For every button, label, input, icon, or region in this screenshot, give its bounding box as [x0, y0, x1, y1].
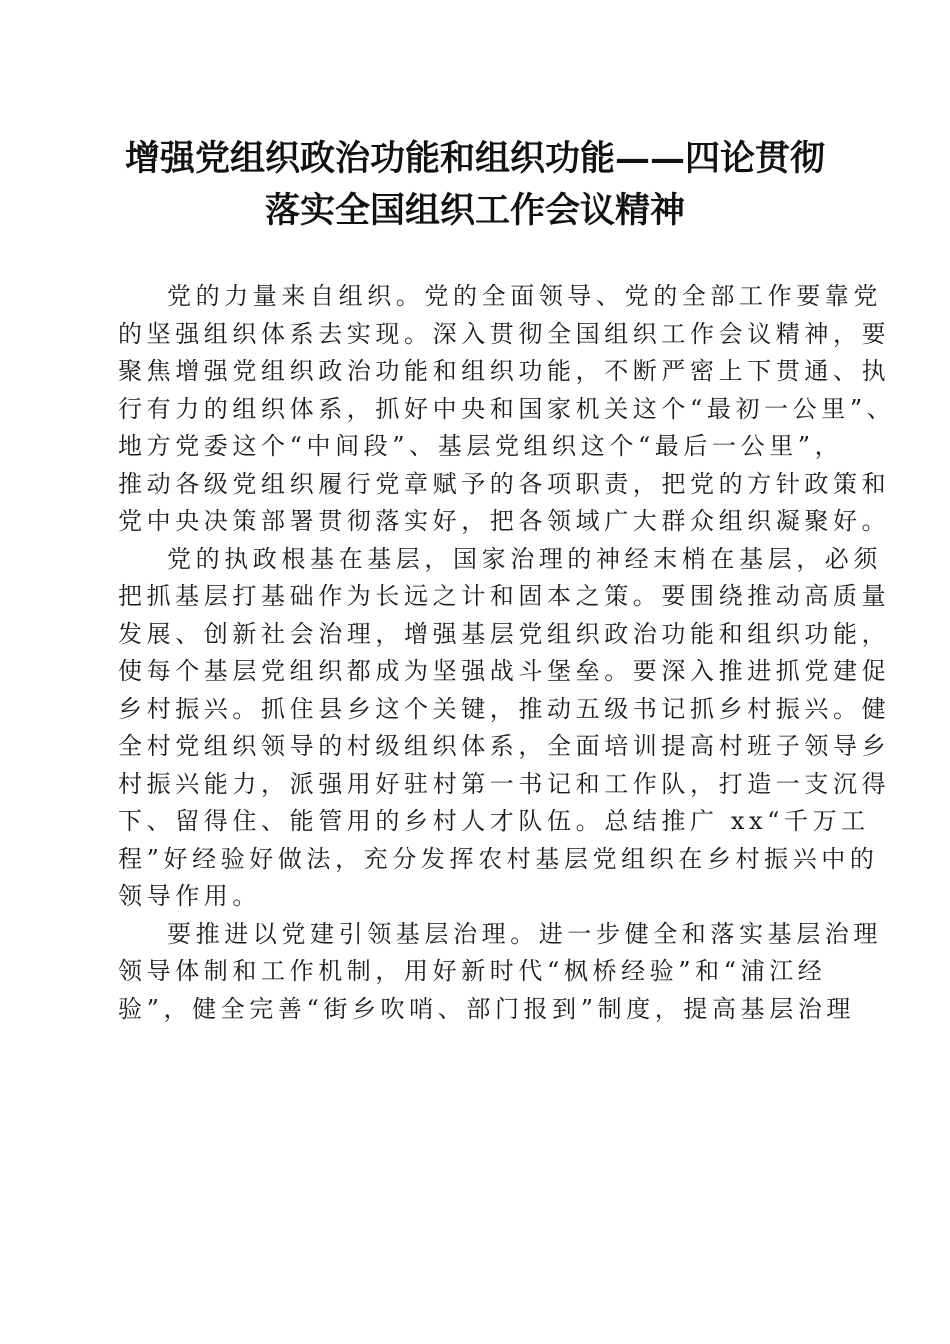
- text-line: 行有力的组织体系，抓好中央和国家机关这个“最初一公里”、: [118, 394, 896, 423]
- text-line: 使每个基层党组织都成为坚强战斗堡垒。要深入推进抓党建促: [118, 657, 891, 685]
- text-line: 发展、创新社会治理，增强基层党组织政治功能和组织功能，: [118, 619, 891, 648]
- document-title: [110, 133, 840, 237]
- text-line: 乡村振兴。抓住县乡这个关键，推动五级书记抓乡村振兴。健: [118, 694, 891, 723]
- text-line: 全村党组织领导的村级组织体系，全面培训提高村班子领导乡: [118, 732, 891, 760]
- text-line: 领导作用。: [118, 882, 261, 910]
- text-line: 聚焦增强党组织政治功能和组织功能，不断严密上下贯通、执: [118, 357, 891, 385]
- paragraph-1: [118, 278, 896, 541]
- paragraph-2: [118, 541, 891, 916]
- text-line: 的坚强组织体系去实现。深入贯彻全国组织工作会议精神，要: [118, 319, 891, 348]
- text-line: 下、留得住、能管用的乡村人才队伍。总结推广 xx“千万工: [118, 807, 870, 835]
- text-line: 党的执政根基在基层，国家治理的神经末梢在基层，必须: [167, 544, 882, 573]
- text-line: 验”，健全完善“街乡吹哨、部门报到”制度，提高基层治理: [118, 994, 856, 1023]
- text-line: 党中央决策部署贯彻落实好，把各领域广大群众组织凝聚好。: [118, 507, 891, 535]
- text-line: 要推进以党建引领基层治理。进一步健全和落实基层治理: [167, 919, 882, 948]
- document-body: [118, 278, 896, 1028]
- paragraph-3: [118, 916, 882, 1029]
- text-line: 地方党委这个“中间段”、基层党组织这个“最后一公里”，: [118, 432, 844, 460]
- text-line: 把抓基层打基础作为长远之计和固本之策。要围绕推动高质量: [118, 582, 891, 610]
- text-line: 领导体制和工作机制，用好新时代“枫桥经验”和“浦江经: [118, 957, 827, 985]
- title-line: 增强党组织政治功能和组织功能——四论贯彻: [124, 138, 825, 179]
- text-line: 推动各级党组织履行党章赋予的各项职责，把党的方针政策和: [118, 469, 891, 498]
- text-line: 村振兴能力，派强用好驻村第一书记和工作队，打造一支沉得: [118, 769, 891, 798]
- text-line: 程”好经验好做法，充分发挥农村基层党组织在乡村振兴中的: [118, 844, 879, 873]
- text-line: 党的力量来自组织。党的全面领导、党的全部工作要靠党: [167, 282, 882, 310]
- title-line: 落实全国组织工作会议精神: [264, 190, 685, 231]
